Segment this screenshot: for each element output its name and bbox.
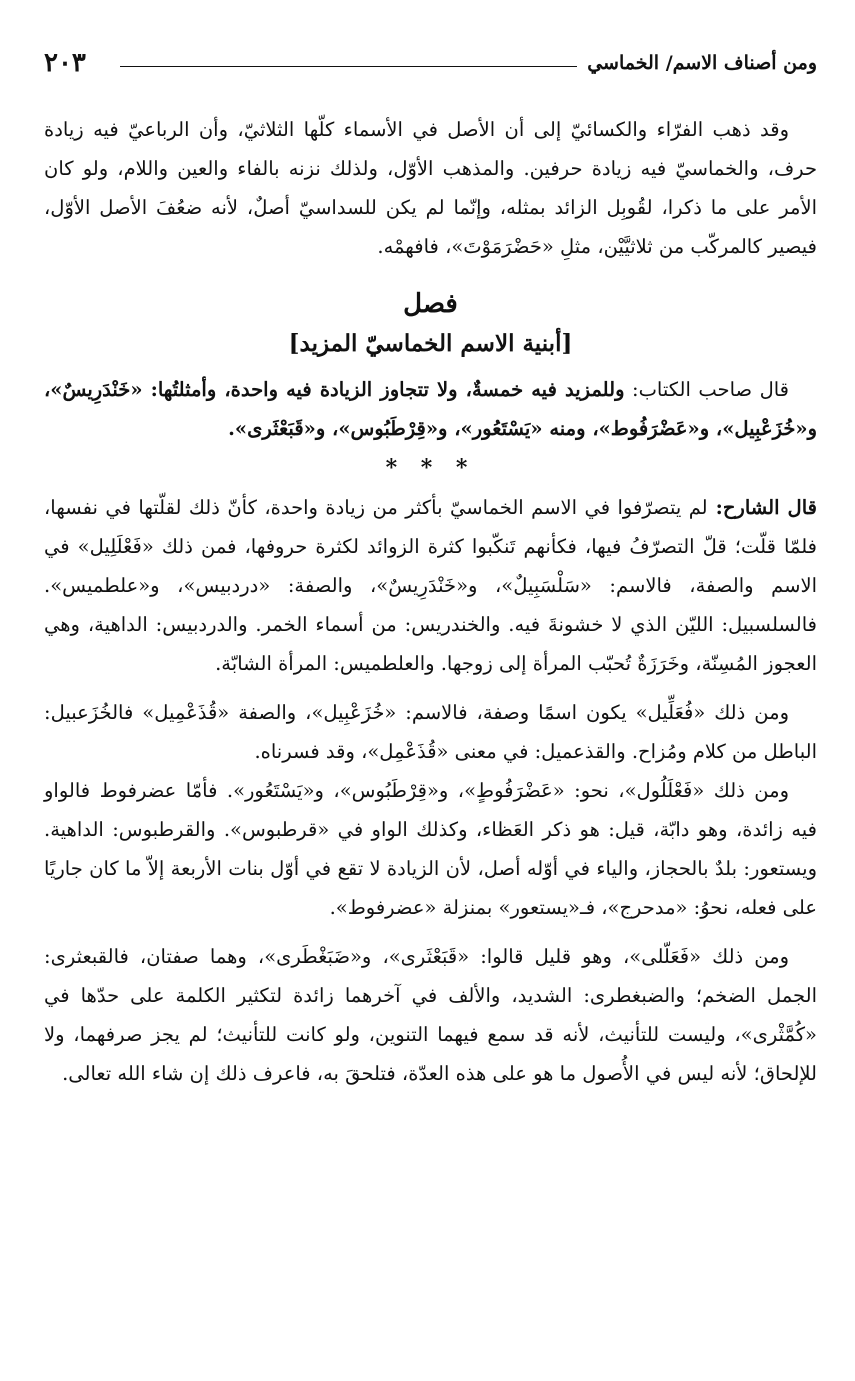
sharh-text-1: لم يتصرّفوا في الاسم الخماسيّ بأكثر من زيادة واحدة، كأنّ ذلك لقلّتها في نفسها، فلمّا قلّت؛ قلّ التصرّفُ فيها، فكأنهم تَنكّبوا كثرة الزوائد لكثرة حروفها، فمن ذلك «فَعْلَلِيل» في الاسم والصفة، فالاسم: «سَلْسَبِيلٌ»، و«خَنْدَرِيسٌ»، والصفة: «دردبيس»، و«علطميس». فالسلسبيل: الليّن الذي لا خشونةَ فيه. والخندريس: من أسماء الخمر. والدردبيس: الداهية، وهي العجوز المُسِنّة، وخَرَزَةٌ تُحبّب المرأة إلى زوجها. والعلطميس: المرأة الشابّة. [44, 496, 817, 675]
intro-text: وقد ذهب الفرّاء والكسائيّ إلى أن الأصل في الأسماء كلّها الثلاثيّ، وأن الرباعيّ فيه زيادة حرف، والخماسيّ فيه زيادة حرفين. والمذهب الأوّل، ولذلك نزنه بالفاء والعين واللام، ولو كان الأمر على ما ذكرا، لقُوبِل الزائد بمثله، وإنّما لم يكن للسداسيّ أصلٌ، لأنه ضعُفَ الأصل الأوّل، فيصير كالمركّب من ثلاثيَّيْن، مثلِ «حَضْرَمَوْتَ»، فافهمْه. [44, 118, 817, 258]
header-rule [120, 66, 577, 67]
sharh-paragraph-2 [44, 693, 817, 771]
sharh-paragraph-1 [44, 488, 817, 683]
running-header [44, 38, 817, 88]
sharh-text-3: ومن ذلك «فَعْلَلُول»، نحو: «عَضْرَفُوطٍ»، و«قِرْطَبُوس»، و«يَسْتَعُور». فأمّا عضرفوط فالواو فيه زائدة، وهو دابّة، قيل: هو ذكر العَظاء، وكذلك الواو في «قرطبوس». والقرطبوس: الداهية. ويستعور: بلدٌ بالحجاز، والياء في أوّله أصل، لأن الزيادة لا تقع في أوّل بنات الأربعة إلاّ ما كان جاريًا على فعله، نحوُ: «مدحرج»، فـ«يستعور» بمنزلة «عضرفوط». [44, 779, 817, 919]
sharh-text-2: ومن ذلك «فُعَلِّيل» يكون اسمًا وصفة، فالاسم: «خُزَعْبِيل»، والصفة «قُذَعْمِيل» فالخُزَعبيل: الباطل من كلام ومُزاح. والقذعميل: في معنى «قُذَعْمِل»، وقد فسرناه. [44, 701, 817, 763]
separator-stars: * * * [385, 455, 476, 481]
page-number: ٢٠٣ [44, 48, 86, 78]
matn-lead: قال صاحب الكتاب: [624, 378, 789, 401]
running-header-title: ومن أصناف الاسم/ الخماسي [587, 52, 817, 74]
section-subheading: [أبنية الاسم الخماسيّ المزيد] [288, 330, 573, 357]
matn-paragraph [44, 370, 817, 448]
sharh-text-4: ومن ذلك «فَعَلّلى»، وهو قليل قالوا: «قَبَعْثَرى»، و«ضَبَغْطَرى»، وهما صفتان، فالقبعثرى: الجمل الضخم؛ والضبغطرى: الشديد، والألف في آخرهما زائدة لتكثير الكلمة على حدّها في «كُمَّثْرى»، وليست للتأنيث، لأنه قد سمع فيهما التنوين، ولو كانت للتأنيث؛ لم يجز صرفهما، ولا للإلحاق؛ لأنه ليس في الأُصول ما هو على هذه العدّة، فتلحقَ به، فاعرف ذلك إن شاء الله تعالى. [44, 945, 817, 1085]
section-heading: فصل [403, 289, 458, 319]
sharh-paragraph-3 [44, 771, 817, 927]
matn-text: وللمزيد فيه خمسةٌ، ولا تتجاوز الزيادة فيه واحدة، وأمثلتُها: «خَنْدَرِيسٌ»، و«خُزَعْبِيل»، و«عَضْرَفُوط»، ومنه «يَسْتَعُور»، و«قِرْطَبُوس»، و«قَبَعْثَرى». [44, 378, 817, 440]
sharh-lead: قال الشارح: [707, 496, 817, 519]
sharh-paragraph-4 [44, 937, 817, 1093]
intro-paragraph [44, 110, 817, 266]
